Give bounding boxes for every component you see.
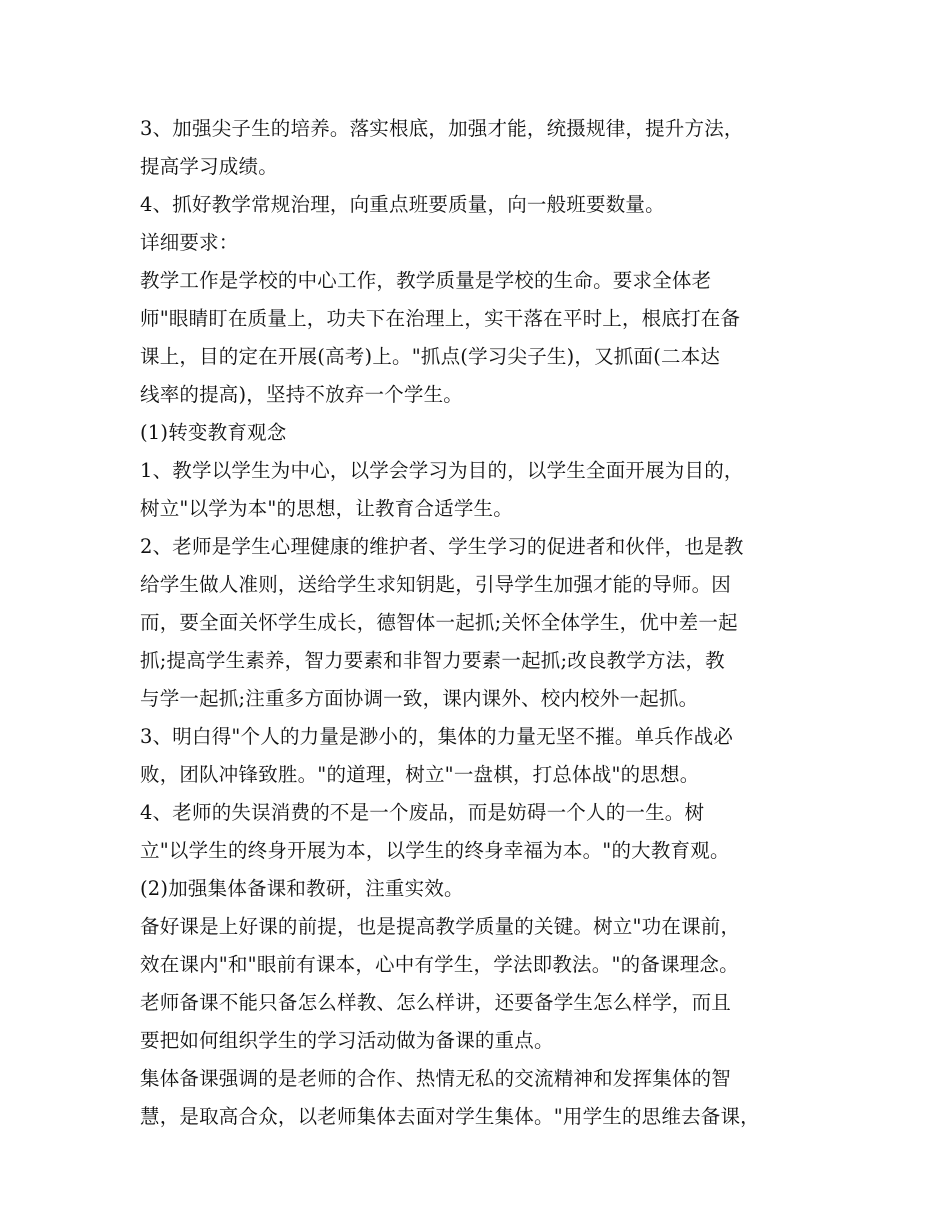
text-line: 慧，是取高合众，以老师集体去面对学生集体。"用学生的思维去备课，: [140, 1105, 760, 1128]
text-line: 要把如何组织学生的学习活动做为备课的重点。: [140, 1029, 554, 1052]
section-label: 详细要求：: [140, 231, 239, 254]
text-line: 而，要全面关怀学生成长，德智体一起抓;关怀全体学生，优中差一起: [140, 611, 738, 634]
text-line: 3、明白得"个人的力量是渺小的，集体的力量无坚不摧。单兵作战必: [140, 725, 734, 748]
text-line: 4、老师的失误消费的不是一个废品，而是妨碍一个人的一生。树: [140, 801, 705, 824]
text-line: 集体备课强调的是老师的合作、热情无私的交流精神和发挥集体的智: [140, 1067, 732, 1090]
text-line: 师"眼睛盯在质量上，功夫下在治理上，实干落在平时上，根底打在备: [140, 307, 741, 330]
text-line: 4、抓好教学常规治理，向重点班要质量，向一般班要数量。: [140, 193, 665, 216]
text-line: 3、加强尖子生的培养。落实根底，加强才能，统摄规律，提升方法，: [140, 117, 744, 140]
text-line: 老师备课不能只备怎么样教、怎么样讲，还要备学生怎么样学，而且: [140, 991, 732, 1014]
text-line: 效在课内"和"眼前有课本，心中有学生，学法即教法。"的备课理念。: [140, 953, 739, 976]
text-line: 备好课是上好课的前提，也是提高教学质量的关键。树立"功在课前，: [140, 915, 741, 938]
text-line: 抓;提高学生素养，智力要素和非智力要素一起抓;改良教学方法，教: [140, 649, 725, 672]
document-body: [140, 110, 830, 1136]
text-line: 提高学习成绩。: [140, 155, 278, 178]
text-line: 给学生做人准则，送给学生求知钥匙，引导学生加强才能的导师。因: [140, 573, 732, 596]
text-line: 2、老师是学生心理健康的维护者、学生学习的促进者和伙伴，也是教: [140, 535, 744, 558]
text-line: 立"以学生的终身开展为本，以学生的终身幸福为本。"的大教育观。: [140, 839, 730, 862]
text-line: 与学一起抓;注重多方面协调一致，课内课外、校内校外一起抓。: [140, 687, 699, 710]
section-heading: (1)转变教育观念: [140, 421, 287, 444]
text-line: 线率的提高)，坚持不放弃一个学生。: [140, 383, 464, 406]
text-line: 教学工作是学校的中心工作，教学质量是学校的生命。要求全体老: [140, 269, 712, 292]
text-line: 课上，目的定在开展(高考)上。"抓点(学习尖子生)，又抓面(二本达: [140, 345, 721, 368]
text-line: 败，团队冲锋致胜。"的道理，树立"一盘棋，打总体战"的思想。: [140, 763, 700, 786]
section-heading: (2)加强集体备课和教研，注重实效。: [140, 877, 464, 900]
text-line: 1、教学以学生为中心，以学会学习为目的，以学生全面开展为目的，: [140, 459, 744, 482]
text-line: 树立"以学为本"的思想，让教育合适学生。: [140, 497, 513, 520]
